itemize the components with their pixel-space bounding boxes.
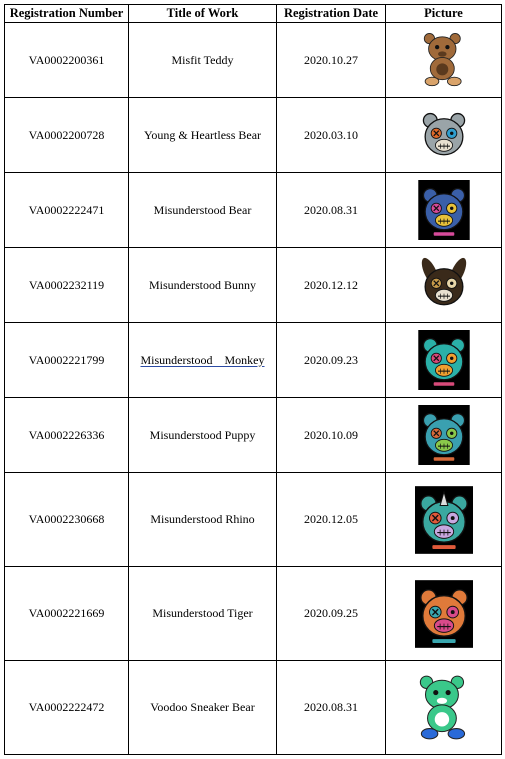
bear-head-dark-icon — [386, 180, 501, 240]
table-row — [5, 323, 502, 398]
table-row — [5, 98, 502, 173]
registration-date-cell: 2020.12.05 — [277, 473, 386, 567]
picture-cell — [386, 248, 502, 323]
registration-date-cell: 2020.10.09 — [277, 398, 386, 473]
puppy-head-dark-icon — [386, 405, 501, 465]
table-row — [5, 567, 502, 661]
picture-cell — [386, 23, 502, 98]
header-picture: Picture — [386, 5, 502, 23]
registration-number-cell: VA0002226336 — [5, 398, 129, 473]
registration-date-cell: 2020.09.23 — [277, 323, 386, 398]
registration-number-cell: VA0002222471 — [5, 173, 129, 248]
bear-head-icon — [386, 105, 501, 165]
rhino-head-dark-icon — [386, 484, 501, 556]
sneaker-bear-icon — [386, 672, 501, 744]
registration-date-cell: 2020.08.31 — [277, 661, 386, 755]
header-row — [5, 5, 502, 23]
title-cell: Misunderstood Tiger — [129, 567, 277, 661]
bunny-head-icon — [386, 255, 501, 315]
registration-date-cell: 2020.03.10 — [277, 98, 386, 173]
teddy-bear-seated-icon — [386, 30, 501, 90]
registration-number-cell: VA0002200361 — [5, 23, 129, 98]
table-row — [5, 173, 502, 248]
registration-number-cell: VA0002221669 — [5, 567, 129, 661]
registration-date-cell: 2020.08.31 — [277, 173, 386, 248]
title-text-underlined: Misunderstood Monkey — [140, 352, 265, 367]
table-row — [5, 23, 502, 98]
picture-cell — [386, 98, 502, 173]
registration-number-cell: VA0002232119 — [5, 248, 129, 323]
title-cell: Misfit Teddy — [129, 23, 277, 98]
table-row — [5, 248, 502, 323]
title-cell: Young & Heartless Bear — [129, 98, 277, 173]
picture-cell — [386, 567, 502, 661]
title-cell: Misunderstood Rhino — [129, 473, 277, 567]
registration-date-cell: 2020.10.27 — [277, 23, 386, 98]
table-row — [5, 661, 502, 755]
title-cell: Misunderstood Puppy — [129, 398, 277, 473]
title-cell: Misunderstood Bear — [129, 173, 277, 248]
monkey-head-dark-icon — [386, 330, 501, 390]
table-row — [5, 473, 502, 567]
picture-cell — [386, 173, 502, 248]
picture-cell — [386, 473, 502, 567]
title-cell: Misunderstood Bunny — [129, 248, 277, 323]
title-cell — [129, 323, 277, 398]
picture-cell — [386, 661, 502, 755]
table-row — [5, 398, 502, 473]
registration-table — [4, 4, 502, 755]
header-registration-number: Registration Number — [5, 5, 129, 23]
registration-number-cell: VA0002230668 — [5, 473, 129, 567]
registration-date-cell: 2020.12.12 — [277, 248, 386, 323]
tiger-head-dark-icon — [386, 578, 501, 650]
title-cell: Voodoo Sneaker Bear — [129, 661, 277, 755]
picture-cell — [386, 323, 502, 398]
registration-number-cell: VA0002200728 — [5, 98, 129, 173]
picture-cell — [386, 398, 502, 473]
registration-number-cell: VA0002222472 — [5, 661, 129, 755]
header-title-of-work: Title of Work — [129, 5, 277, 23]
registration-number-cell: VA0002221799 — [5, 323, 129, 398]
registration-date-cell: 2020.09.25 — [277, 567, 386, 661]
header-registration-date: Registration Date — [277, 5, 386, 23]
